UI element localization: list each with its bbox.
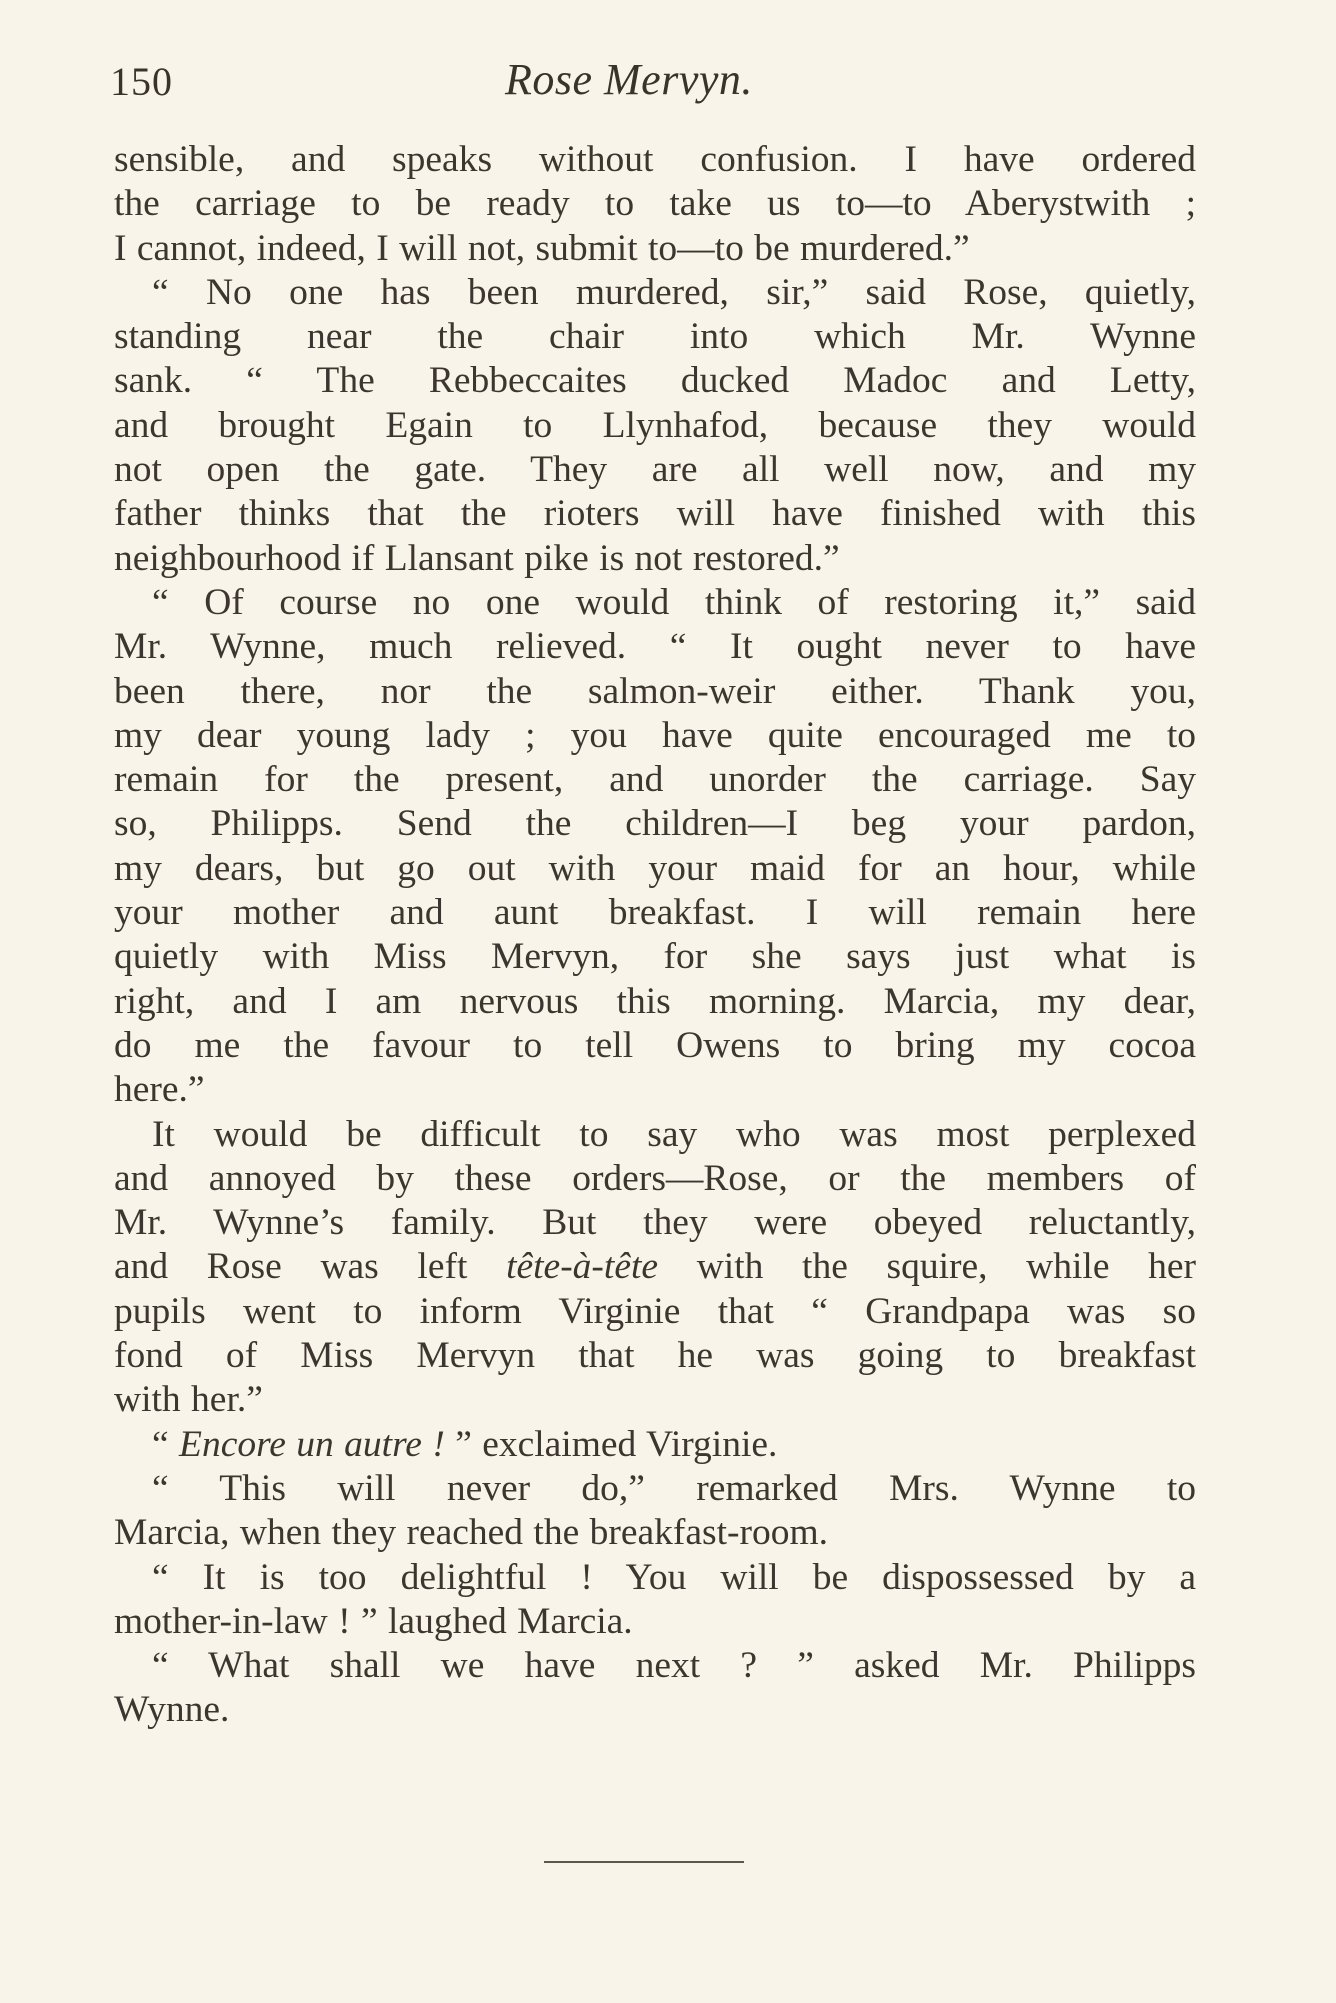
text-fragment: “: [152, 1423, 169, 1465]
text-line: standing near the chair into which Mr. Wynne: [114, 316, 1196, 358]
text-line: [114, 1245, 1196, 1289]
page-number: 150: [110, 59, 173, 104]
section-divider: [544, 1861, 744, 1863]
text-line: been there, nor the salmon-weir either. Thank you,: [114, 670, 1196, 712]
text-line: Mr. Wynne’s family. But they were obeyed reluctantly,: [114, 1202, 1196, 1244]
text-line: and annoyed by these orders—Rose, or the members of: [114, 1157, 1196, 1199]
text-line: I cannot, indeed, I will not, submit to—to be murdered.”: [114, 227, 970, 269]
text-line: Mr. Wynne, much relieved. “ It ought never to have: [114, 626, 1196, 668]
italic-phrase: Encore un autre !: [179, 1423, 445, 1465]
text-line: my dears, but go out with your maid for an hour, while: [114, 847, 1196, 889]
text-line: here.”: [114, 1069, 205, 1111]
text-line: mother-in-law ! ” laughed Marcia.: [114, 1600, 633, 1642]
text-line: quietly with Miss Mervyn, for she says just what is: [114, 936, 1196, 978]
text-line: your mother and aunt breakfast. I will remain here: [114, 892, 1196, 934]
page-header: [110, 50, 1200, 110]
text-line: with her.”: [114, 1379, 263, 1421]
text-line: not open the gate. They are all well now, and my: [114, 449, 1196, 491]
text-line: remain for the present, and unorder the carriage. Say: [114, 759, 1196, 801]
text-line: “ Of course no one would think of restoring it,” said: [152, 581, 1196, 623]
text-line: and brought Egain to Llynhafod, because they would: [114, 404, 1196, 446]
text-line: father thinks that the rioters will have finished with this: [114, 493, 1196, 535]
body-text: [114, 138, 1196, 1733]
text-line: “ No one has been murdered, sir,” said Rose, quietly,: [152, 271, 1196, 313]
text-line: It would be difficult to say who was most perplexed: [152, 1113, 1196, 1155]
text-line: Wynne.: [114, 1689, 230, 1731]
text-line: pupils went to inform Virginie that “ Grandpapa was so: [114, 1290, 1196, 1332]
text-line: right, and I am nervous this morning. Marcia, my dear,: [114, 980, 1196, 1022]
text-line: Marcia, when they reached the breakfast-room.: [114, 1512, 829, 1554]
text-line: sank. “ The Rebbeccaites ducked Madoc and Letty,: [114, 360, 1196, 402]
italic-phrase: tête-à-tête: [506, 1246, 659, 1288]
text-line: “ What shall we have next ? ” asked Mr. Philipps: [152, 1645, 1196, 1687]
text-fragment: with the squire, while her: [696, 1246, 1197, 1288]
text-line: do me the favour to tell Owens to bring my cocoa: [114, 1024, 1196, 1066]
text-line: “ It is too delightful ! You will be dispossessed by a: [152, 1556, 1196, 1598]
text-line: the carriage to be ready to take us to—to Aberystwith ;: [114, 183, 1196, 225]
text-line: my dear young lady ; you have quite encouraged me to: [114, 714, 1196, 756]
text-fragment: ” exclaimed Virginie.: [455, 1423, 778, 1465]
text-line: so, Philipps. Send the children—I beg your pardon,: [114, 803, 1196, 845]
text-line: [114, 1423, 1196, 1467]
text-line: “ This will never do,” remarked Mrs. Wynne to: [152, 1467, 1196, 1509]
text-line: fond of Miss Mervyn that he was going to breakfast: [114, 1335, 1196, 1377]
text-line: sensible, and speaks without confusion. I have ordered: [114, 139, 1196, 180]
text-line: neighbourhood if Llansant pike is not restored.”: [114, 537, 840, 579]
running-title: Rose Mervyn.: [505, 55, 753, 104]
text-fragment: and Rose was left: [114, 1246, 468, 1288]
